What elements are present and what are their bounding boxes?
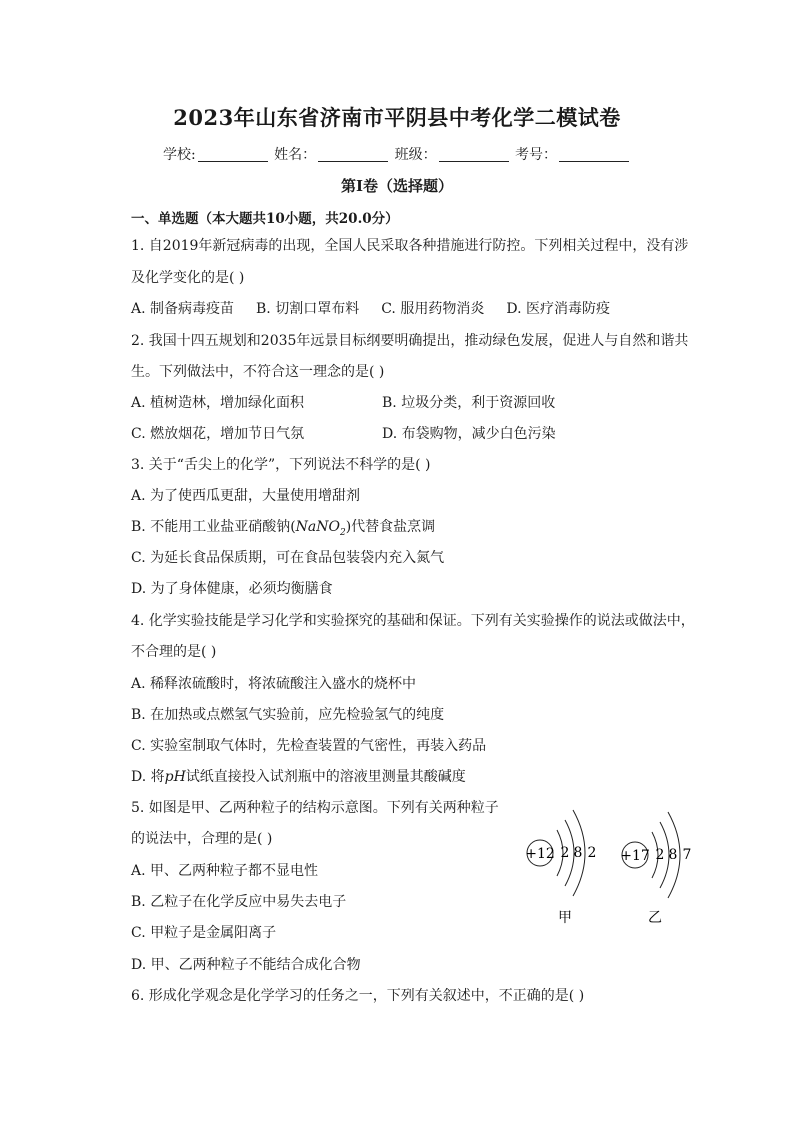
exam-number-blank[interactable] — [559, 147, 629, 162]
exam-title: 2023年山东省济南市平阴县中考化学二模试卷 — [173, 105, 621, 130]
class-label: 班级： — [394, 147, 437, 163]
option-d[interactable]: D. 为了身体健康，必须均衡膳食 — [131, 581, 333, 597]
option-b[interactable]: B. 切割口罩布料 — [256, 301, 360, 317]
option-c[interactable]: C. 燃放烟花，增加节日气氛 — [131, 426, 305, 442]
question-2-line-1: 2. 我国十四五规划和2035年远景目标纲要明确提出，推动绿色发展，促进人与自然和谐共 — [131, 333, 689, 349]
option-d[interactable]: D. 甲、乙两种粒子不能结合成化合物 — [131, 957, 361, 973]
shell-a-electrons-1: 2 — [560, 845, 570, 861]
particle-b — [620, 812, 691, 926]
option-b[interactable] — [131, 518, 435, 542]
particle-a — [525, 810, 596, 926]
shell-a-electrons-3: 2 — [587, 845, 597, 861]
formula-nano2: NaNO$_2$ — [295, 519, 346, 538]
class-blank[interactable] — [439, 147, 509, 162]
option-d[interactable]: D. 布袋购物，减少白色污染 — [382, 426, 556, 442]
option-c[interactable]: C. 服用药物消炎 — [381, 301, 485, 317]
question-4-line-2: 不合理的是( ) — [131, 644, 217, 660]
option-a[interactable]: A. 植树造林，增加绿化面积 — [131, 395, 305, 411]
question-6-line-1: 6. 形成化学观念是化学学习的任务之一，下列有关叙述中，不正确的是( ) — [131, 988, 585, 1004]
question-2-line-2: 生。下列做法中，不符合这一理念的是( ) — [131, 364, 385, 380]
section-heading: 一、单选题（本大题共10小题，共20.0分） — [131, 211, 399, 227]
option-b-text-1: B. 不能用工业盐亚硝酸钠( — [131, 519, 296, 535]
option-b-text-2: )代替食盐烹调 — [345, 519, 436, 535]
volume-heading: 第I卷（选择题） — [340, 177, 454, 195]
question-3-line-1: 3. 关于“舌尖上的化学”，下列说法不科学的是( ) — [131, 457, 431, 473]
option-d[interactable]: D. 将pH试纸直接投入试剂瓶中的溶液里测量其酸碱度 — [131, 769, 466, 785]
option-c[interactable]: C. 实验室制取气体时，先检查装置的气密性，再装入药品 — [131, 738, 487, 754]
option-b[interactable]: B. 在加热或点燃氢气实验前，应先检验氢气的纯度 — [131, 707, 445, 723]
question-1-line-2: 及化学变化的是( ) — [131, 270, 245, 286]
school-blank[interactable] — [198, 147, 268, 162]
option-a[interactable]: A. 稀释浓硫酸时，将浓硫酸注入盛水的烧杯中 — [131, 676, 417, 692]
particle-structure-diagram — [515, 800, 715, 930]
shell-b-electrons-2: 8 — [668, 847, 678, 863]
shell-b-electrons-1: 2 — [655, 847, 665, 863]
exam-number-label: 考号： — [515, 147, 558, 163]
particle-b-label: 乙 — [648, 910, 662, 926]
option-d[interactable]: D. 医疗消毒防疫 — [506, 301, 610, 317]
option-c[interactable]: C. 甲粒子是金属阳离子 — [131, 925, 277, 941]
question-1-line-1: 1. 自2019年新冠病毒的出现，全国人民采取各种措施进行防控。下列相关过程中，没有涉 — [131, 238, 689, 254]
question-5-line-1: 5. 如图是甲、乙两种粒子的结构示意图。下列有关两种粒子 — [131, 800, 499, 816]
option-b[interactable]: B. 乙粒子在化学反应中易失去电子 — [131, 894, 347, 910]
option-a[interactable]: A. 甲、乙两种粒子都不显电性 — [131, 863, 319, 879]
name-label: 姓名： — [274, 147, 317, 163]
shell-a-electrons-2: 8 — [573, 845, 583, 861]
option-a[interactable]: A. 制备病毒疫苗 — [131, 301, 235, 317]
name-blank[interactable] — [318, 147, 388, 162]
formula-ph: pH — [164, 769, 186, 785]
shell-b-electrons-3: 7 — [682, 847, 692, 863]
particle-a-label: 甲 — [558, 910, 572, 926]
student-info-line — [0, 144, 794, 164]
nucleus-a-charge: +12 — [525, 846, 555, 862]
school-label: 学校: — [162, 147, 196, 163]
question-5-line-2: 的说法中，合理的是( ) — [131, 831, 273, 847]
question-4-line-1: 4. 化学实验技能是学习化学和实验探究的基础和保证。下列有关实验操作的说法或做法中， — [131, 613, 695, 629]
option-b[interactable]: B. 垃圾分类，利于资源回收 — [382, 395, 556, 411]
nucleus-b-charge: +17 — [620, 848, 650, 864]
question-1-options — [131, 300, 610, 318]
option-c[interactable]: C. 为延长食品保质期，可在食品包装袋内充入氮气 — [131, 550, 445, 566]
option-a[interactable]: A. 为了使西瓜更甜，大量使用增甜剂 — [131, 488, 361, 504]
